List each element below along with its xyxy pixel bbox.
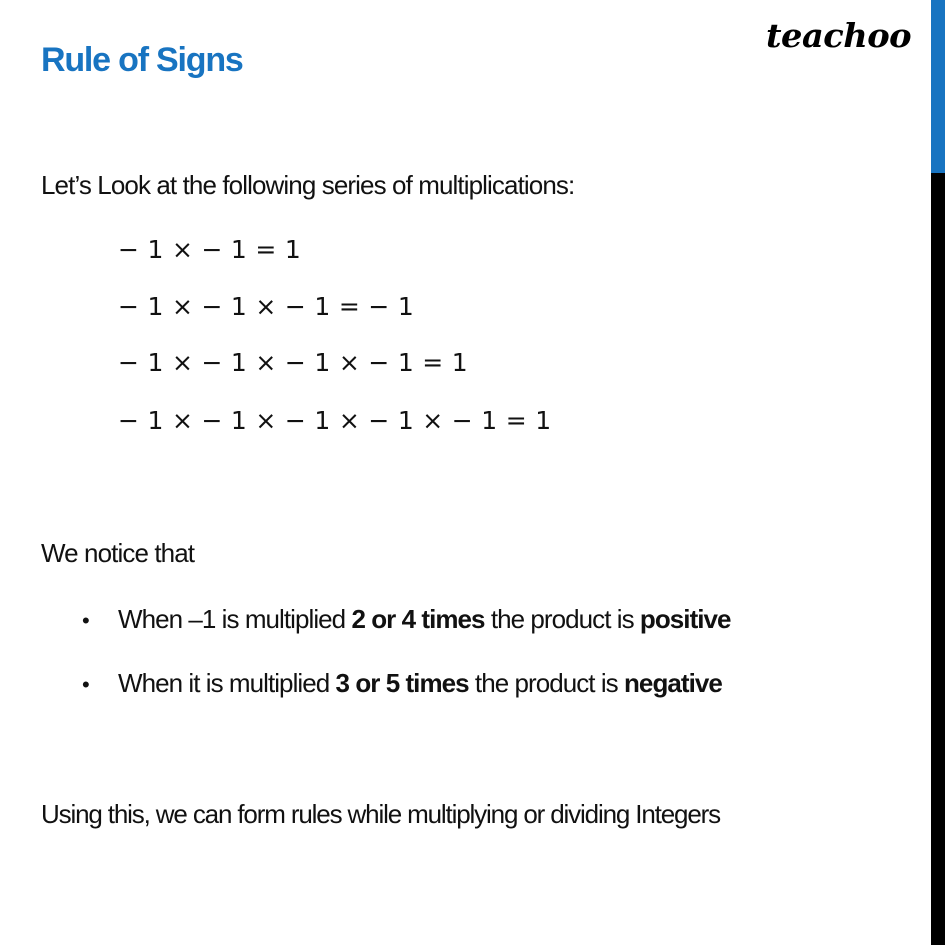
math-line: − 1 × − 1 × − 1 = − 1 bbox=[118, 292, 415, 321]
math-line: − 1 × − 1 = 1 bbox=[118, 235, 302, 264]
bullet-emphasis-result: positive bbox=[639, 604, 731, 634]
observation-negative bbox=[78, 666, 722, 702]
bullet-icon: • bbox=[82, 672, 89, 697]
bullet-text-pre: When it is multiplied bbox=[118, 668, 336, 698]
bullet-text bbox=[118, 604, 731, 634]
side-accent-bar-blue bbox=[931, 0, 945, 173]
bullet-text-mid: the product is bbox=[468, 668, 624, 698]
bullet-text-mid: the product is bbox=[484, 604, 640, 634]
intro-text: Let’s Look at the following series of multiplications: bbox=[41, 170, 575, 200]
notice-text: We notice that bbox=[41, 538, 195, 568]
math-line: − 1 × − 1 × − 1 × − 1 × − 1 = 1 bbox=[118, 406, 552, 435]
observation-positive bbox=[78, 602, 731, 638]
math-line: − 1 × − 1 × − 1 × − 1 = 1 bbox=[118, 348, 468, 377]
bullet-emphasis-result: negative bbox=[624, 668, 722, 698]
conclusion-text: Using this, we can form rules while multiplying or dividing Integers bbox=[41, 799, 721, 829]
slide-title: Rule of Signs bbox=[41, 41, 243, 79]
side-accent-bar bbox=[931, 0, 945, 945]
bullet-icon: • bbox=[82, 608, 89, 633]
bullet-emphasis-count: 3 or 5 times bbox=[335, 668, 469, 698]
teachoo-logo: teachoo bbox=[766, 16, 912, 55]
bullet-text-pre: When –1 is multiplied bbox=[118, 604, 352, 634]
bullet-emphasis-count: 2 or 4 times bbox=[351, 604, 485, 634]
bullet-text bbox=[118, 668, 722, 698]
